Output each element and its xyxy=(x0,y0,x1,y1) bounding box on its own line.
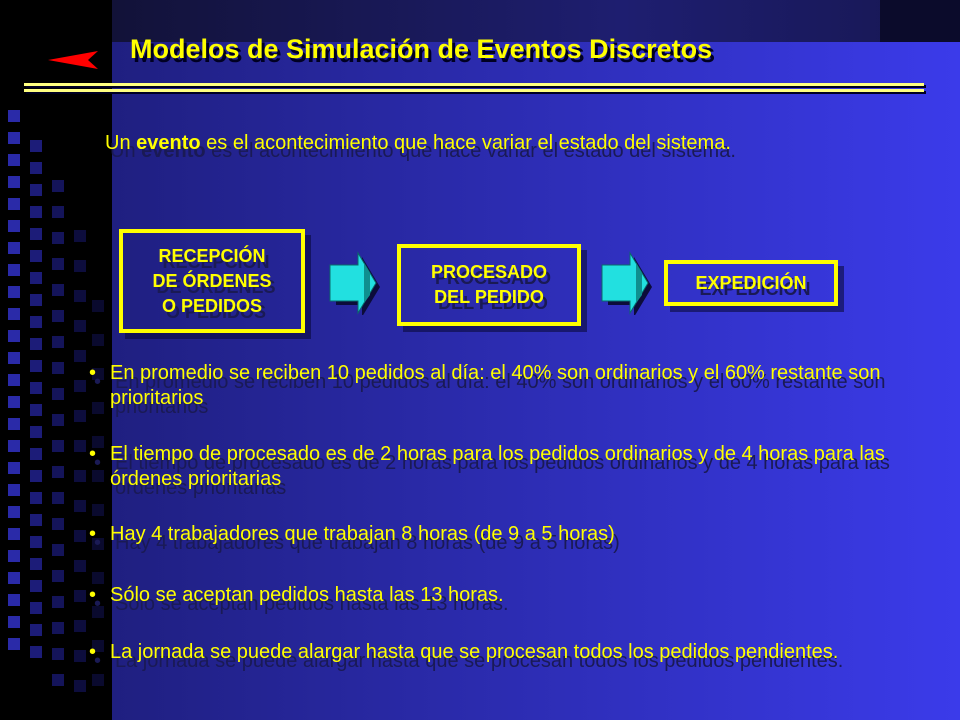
decor-square xyxy=(52,388,64,400)
decor-square xyxy=(8,110,20,122)
decor-square xyxy=(8,550,20,562)
decor-square xyxy=(52,284,64,296)
bullet-text: La jornada se puede alargar hasta que se procesan todos los pedidos pendientes. xyxy=(110,641,839,663)
decor-square xyxy=(52,596,64,608)
decor-square xyxy=(52,258,64,270)
decor-square xyxy=(52,674,64,686)
decor-square xyxy=(30,514,42,526)
decor-square xyxy=(52,206,64,218)
decor-square xyxy=(74,380,86,392)
decor-square xyxy=(74,620,86,632)
flow-arrow-icon xyxy=(600,251,652,315)
decor-square xyxy=(52,440,64,452)
decor-square xyxy=(8,198,20,210)
reception-line-2: DE ÓRDENES xyxy=(152,270,272,291)
decor-square xyxy=(74,650,86,662)
decor-square xyxy=(30,492,42,504)
bullet-dot: • xyxy=(89,641,97,663)
decor-square xyxy=(52,414,64,426)
decor-square xyxy=(8,132,20,144)
decor-square xyxy=(52,336,64,348)
bullet-item xyxy=(89,583,909,608)
event-definition xyxy=(105,132,865,155)
decor-square xyxy=(74,260,86,272)
decor-square xyxy=(8,616,20,628)
decor-square xyxy=(30,228,42,240)
decor-square xyxy=(52,232,64,244)
dispatch-line-1: EXPEDICIÓN xyxy=(695,272,807,293)
decor-square xyxy=(8,440,20,452)
processing-line-2: DEL PEDIDO xyxy=(434,287,544,307)
definition-suffix: es el acontecimiento que hace variar el estado del sistema. xyxy=(200,132,731,154)
decor-square xyxy=(30,294,42,306)
decor-square xyxy=(52,648,64,660)
decor-square xyxy=(74,320,86,332)
decor-square xyxy=(8,264,20,276)
red-arrow-icon xyxy=(48,48,108,72)
decor-square xyxy=(30,580,42,592)
decor-square xyxy=(52,544,64,556)
decor-square xyxy=(30,404,42,416)
decor-square xyxy=(8,594,20,606)
decor-square xyxy=(8,462,20,474)
decor-square xyxy=(52,180,64,192)
decor-square xyxy=(74,290,86,302)
decor-square xyxy=(74,560,86,572)
decor-square xyxy=(8,242,20,254)
decor-square xyxy=(52,492,64,504)
decor-square xyxy=(74,530,86,542)
decor-square xyxy=(52,622,64,634)
decor-square xyxy=(8,154,20,166)
decor-square xyxy=(92,504,104,516)
decor-square xyxy=(8,506,20,518)
bullet-dot: • xyxy=(89,443,97,465)
processing-line-1: PROCESADO xyxy=(430,262,547,282)
decor-square xyxy=(30,316,42,328)
bullet-text: El tiempo de procesado es de 2 horas para los pedidos ordinarios y de 4 horas para las órdenes prioritarias xyxy=(110,443,885,490)
decor-square xyxy=(74,680,86,692)
bullet-text: En promedio se reciben 10 pedidos al día: el 40% son ordinarios y el 60% restante son prioritarios xyxy=(110,362,881,409)
bullet-dot: • xyxy=(89,362,97,384)
flow-arrow-icon xyxy=(328,251,380,315)
decor-square xyxy=(30,250,42,262)
decor-square xyxy=(8,638,20,650)
bullet-item xyxy=(89,361,909,411)
slide-title: Modelos de Simulación de Eventos Discretos xyxy=(130,34,713,64)
decor-square xyxy=(8,308,20,320)
decor-square xyxy=(30,426,42,438)
decor-square xyxy=(8,220,20,232)
decor-square xyxy=(30,448,42,460)
decor-square xyxy=(30,206,42,218)
decor-square xyxy=(8,572,20,584)
decor-square xyxy=(52,518,64,530)
definition-term: evento xyxy=(136,132,201,154)
decor-square xyxy=(74,230,86,242)
decor-square xyxy=(8,330,20,342)
decor-square xyxy=(30,558,42,570)
decor-square xyxy=(8,418,20,430)
definition-prefix: Un xyxy=(105,132,137,154)
decor-square xyxy=(8,176,20,188)
decor-square xyxy=(92,300,104,312)
processing-box xyxy=(397,244,581,326)
decor-square xyxy=(52,310,64,322)
bullet-text: Sólo se aceptan pedidos hasta las 13 horas. xyxy=(110,584,504,606)
decor-square xyxy=(52,466,64,478)
decor-square xyxy=(30,624,42,636)
bullet-item xyxy=(89,640,909,665)
decor-square xyxy=(74,590,86,602)
decor-square xyxy=(30,162,42,174)
decor-square xyxy=(74,410,86,422)
decor-square xyxy=(30,646,42,658)
decor-square xyxy=(8,374,20,386)
reception-box xyxy=(119,229,305,333)
decor-square xyxy=(30,338,42,350)
decor-square xyxy=(30,382,42,394)
dispatch-box xyxy=(664,260,838,306)
decor-square xyxy=(74,350,86,362)
decor-square xyxy=(92,334,104,346)
left-decor-strip xyxy=(0,0,112,720)
decor-square xyxy=(30,360,42,372)
decor-square xyxy=(8,528,20,540)
title-underline xyxy=(24,83,924,95)
decor-square xyxy=(30,470,42,482)
decor-square xyxy=(74,440,86,452)
decor-square xyxy=(30,272,42,284)
decor-square xyxy=(52,570,64,582)
decor-square xyxy=(8,484,20,496)
decor-square xyxy=(30,140,42,152)
bullet-item xyxy=(89,522,909,547)
bullet-text: Hay 4 trabajadores que trabajan 8 horas (de 9 a 5 horas) xyxy=(110,523,615,545)
decor-square xyxy=(30,184,42,196)
reception-line-3: O PEDIDOS xyxy=(161,295,263,316)
top-band-right xyxy=(880,0,960,42)
decor-square xyxy=(30,602,42,614)
decor-square xyxy=(8,352,20,364)
decor-square xyxy=(74,500,86,512)
decor-square xyxy=(52,362,64,374)
decor-square xyxy=(30,536,42,548)
decor-square xyxy=(8,286,20,298)
decor-square xyxy=(74,470,86,482)
decor-square xyxy=(92,674,104,686)
reception-line-1: RECEPCIÓN xyxy=(158,245,266,266)
decor-square xyxy=(8,396,20,408)
bullet-item xyxy=(89,442,909,492)
bullet-dot: • xyxy=(89,523,97,545)
bullet-dot: • xyxy=(89,584,97,606)
